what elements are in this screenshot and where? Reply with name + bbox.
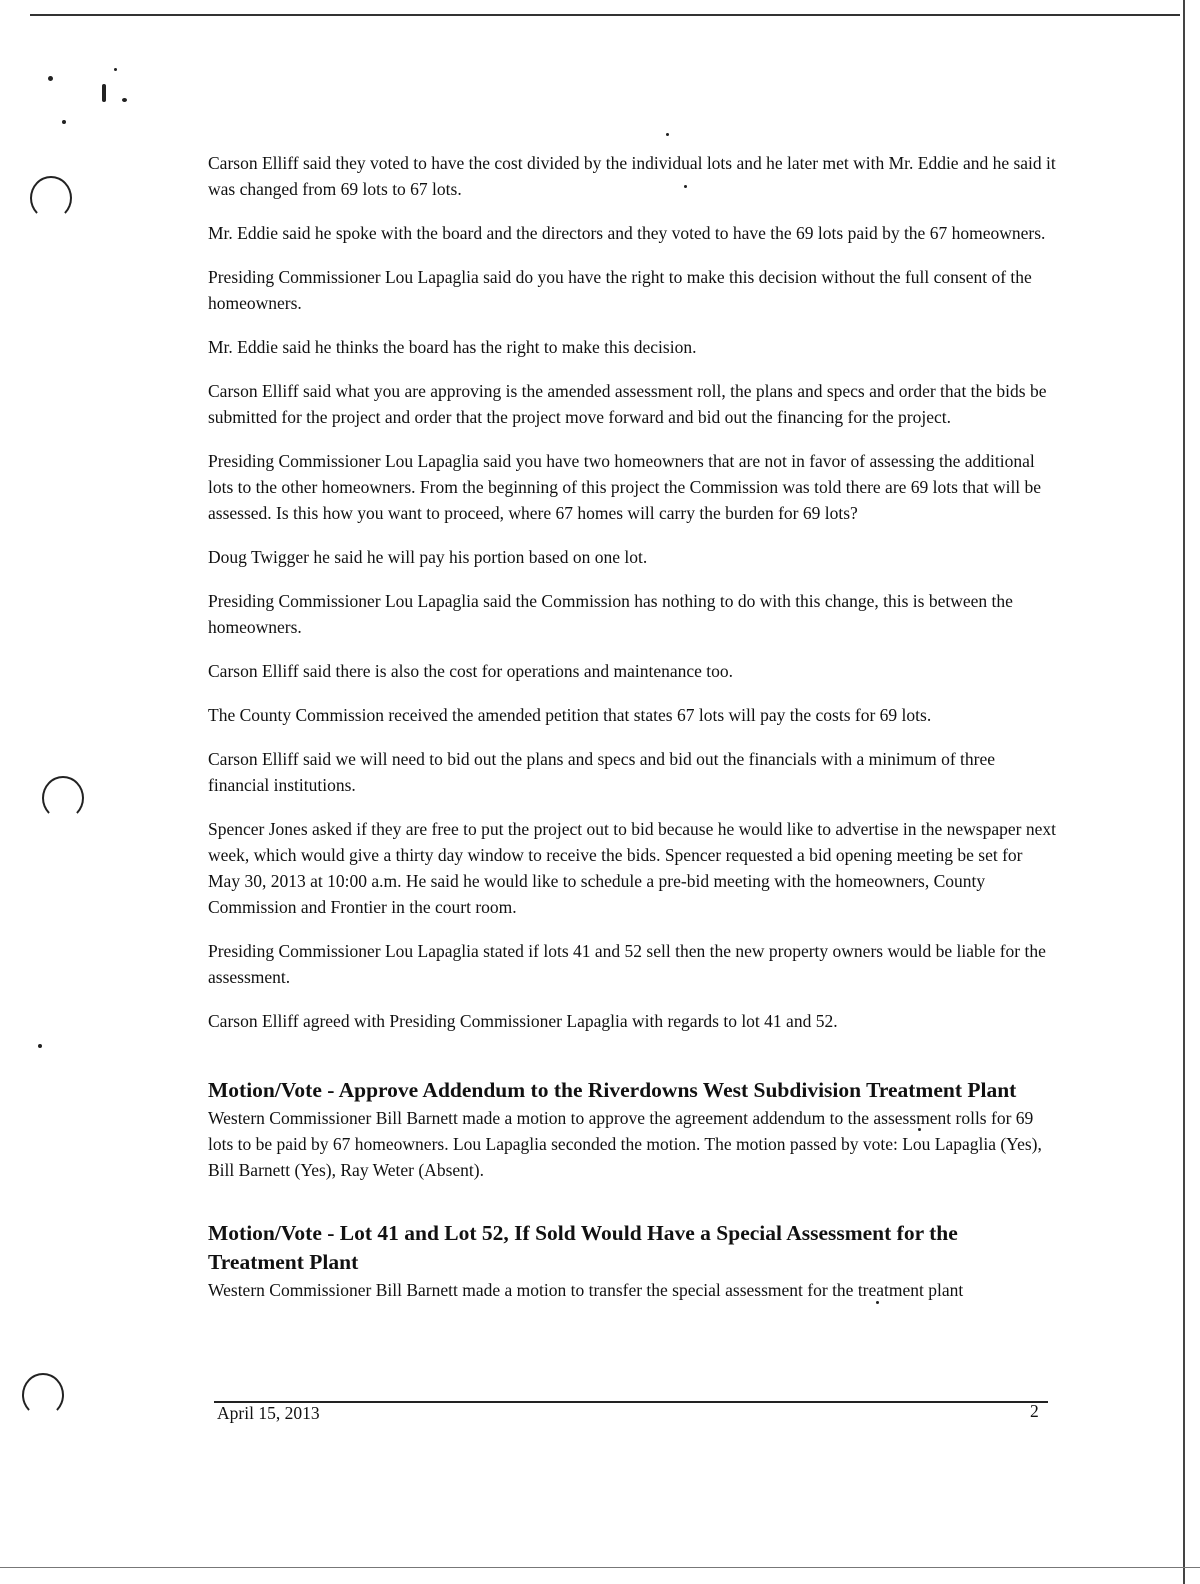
- paragraph: Mr. Eddie said he spoke with the board and the directors and they voted to have the 69 lots paid by the 67 homeowners.: [208, 223, 1046, 243]
- paragraph: Presiding Commissioner Lou Lapaglia said you have two homeowners that are not in favor of assessing the additional lots to the other homeowners. From the beginning of this project the Commission was told there are 69 lots that will be assessed. Is this how you want to proceed, where 67 homes will carry the burden for 69 lots?: [208, 451, 1042, 523]
- paragraph: Mr. Eddie said he thinks the board has the right to make this decision.: [208, 337, 697, 357]
- footer-rule: [214, 1401, 1048, 1403]
- minutes-body: [208, 150, 1058, 1303]
- page-number: 2: [1030, 1401, 1039, 1421]
- scan-speck: [48, 76, 53, 81]
- scan-speck: [38, 1044, 42, 1048]
- punch-hole-middle: [42, 776, 84, 820]
- footer-date: April 15, 2013: [217, 1403, 320, 1423]
- paragraph: Carson Elliff said they voted to have the cost divided by the individual lots and he later met with Mr. Eddie and he said it was changed from 69 lots to 67 lots.: [208, 153, 1056, 199]
- paragraph: The County Commission received the amended petition that states 67 lots will pay the costs for 69 lots.: [208, 705, 932, 725]
- paragraph: Carson Elliff agreed with Presiding Commissioner Lapaglia with regards to lot 41 and 52.: [208, 1011, 838, 1031]
- scan-speck: [114, 68, 117, 71]
- scan-speck: [102, 84, 106, 102]
- motion-text: Western Commissioner Bill Barnett made a motion to approve the agreement addendum to the assessment rolls for 69 lots to be paid by 67 homeowners. Lou Lapaglia seconded the motion. The motion passed by vote: Lou Lapaglia (Yes), Bill Barnett (Yes), Ray Weter (Absent).: [208, 1108, 1042, 1180]
- motion-heading: Motion/Vote - Approve Addendum to the Riverdowns West Subdivision Treatment Plant: [208, 1078, 1017, 1102]
- punch-hole-bottom: [22, 1373, 64, 1417]
- motion-heading: Motion/Vote - Lot 41 and Lot 52, If Sold Would Have a Special Assessment for the Treatment Plant: [208, 1221, 958, 1274]
- scan-speck: [122, 98, 127, 102]
- scan-speck: [666, 133, 669, 136]
- paragraph: Carson Elliff said there is also the cost for operations and maintenance too.: [208, 661, 734, 681]
- punch-hole-top: [30, 176, 72, 220]
- paragraph: Presiding Commissioner Lou Lapaglia stated if lots 41 and 52 sell then the new property owners would be liable for the assessment.: [208, 941, 1046, 987]
- scan-bottom-edge: [0, 1567, 1200, 1568]
- scan-right-edge: [1183, 0, 1185, 1584]
- scan-top-edge: [30, 14, 1180, 16]
- motion-text: Western Commissioner Bill Barnett made a motion to transfer the special assessment for the treatment plant: [208, 1280, 964, 1300]
- paragraph: Doug Twigger he said he will pay his portion based on one lot.: [208, 547, 648, 567]
- scan-speck: [62, 120, 66, 124]
- paragraph: Carson Elliff said what you are approving is the amended assessment roll, the plans and specs and order that the bids be submitted for the project and order that the project move forward and bid out the financing for the project.: [208, 381, 1047, 427]
- paragraph: Carson Elliff said we will need to bid out the plans and specs and bid out the financials with a minimum of three financial institutions.: [208, 749, 996, 795]
- paragraph: Presiding Commissioner Lou Lapaglia said the Commission has nothing to do with this change, this is between the homeowners.: [208, 591, 1013, 637]
- paragraph: Spencer Jones asked if they are free to put the project out to bid because he would like to advertise in the newspaper next week, which would give a thirty day window to receive the bids. Spencer requested a bid opening meeting be set for May 30, 2013 at 10:00 a.m. He said he would like to schedule a pre-bid meeting with the homeowners, County Commission and Frontier in the court room.: [208, 819, 1056, 917]
- paragraph: Presiding Commissioner Lou Lapaglia said do you have the right to make this decision without the full consent of the homeowners.: [208, 267, 1032, 313]
